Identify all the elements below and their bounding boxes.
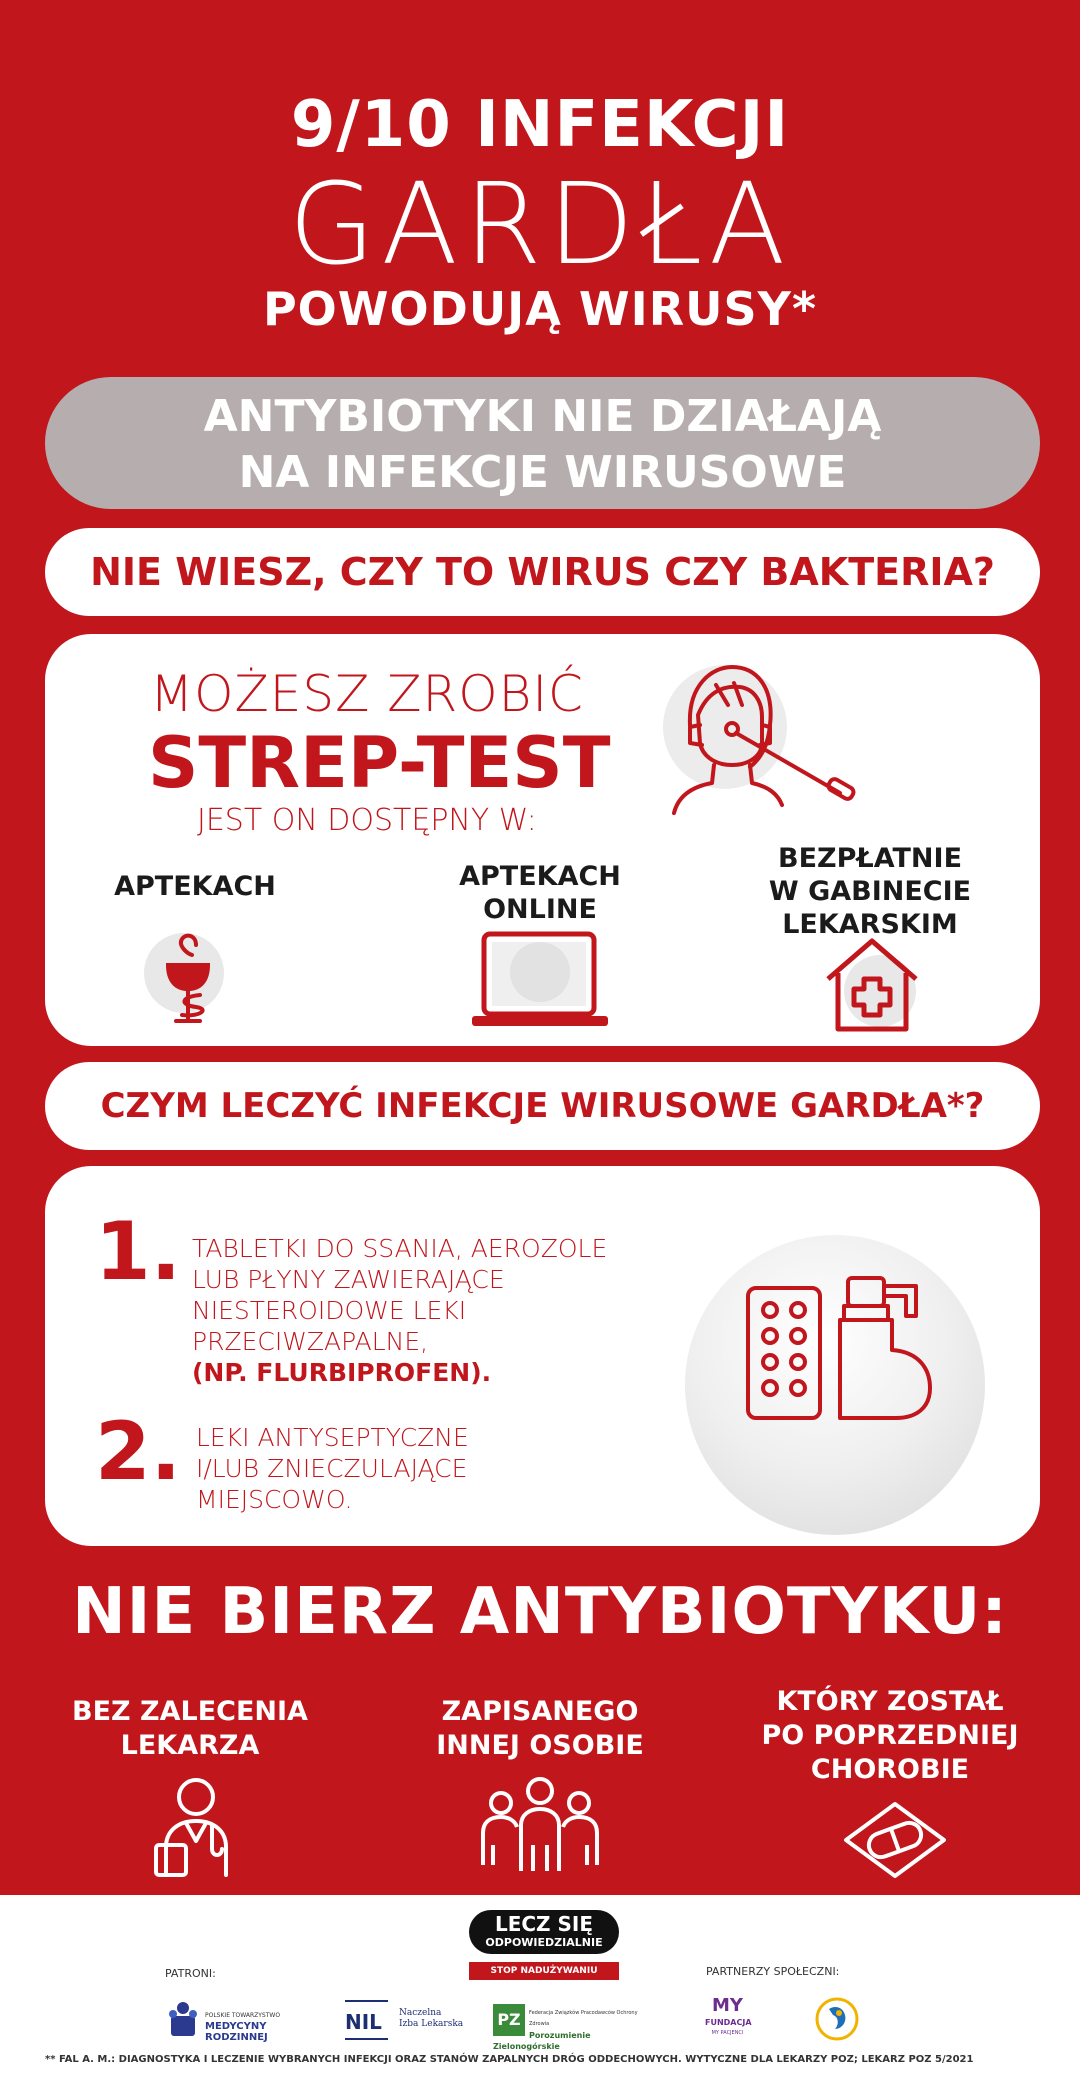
- treatment-1-line3: NIESTEROIDOWE LEKI: [192, 1296, 467, 1325]
- treatment-2-line3: MIEJSCOWO.: [196, 1485, 353, 1514]
- ptmr-logo: [165, 2000, 315, 2043]
- doctor-icon: [150, 1775, 240, 1880]
- option-pharmacy-label: APTEKACH: [114, 871, 276, 902]
- my-line1: FUNDACJA: [705, 2018, 752, 2027]
- pz-small: Federacja Związków Pracodawców Ochrony Zdrowia: [529, 2010, 638, 2027]
- treatment-number-1: 1.: [95, 1205, 182, 1298]
- option-clinic-label-1: BEZPŁATNIE: [777, 843, 963, 874]
- reason1-line1: BEZ ZALECENIA: [72, 1696, 308, 1727]
- reason-no-prescription: [40, 1695, 340, 1763]
- treatment-1-text: [192, 1233, 662, 1357]
- reason3-line2: PO POPRZEDNIEJ: [761, 1720, 1019, 1751]
- option-clinic: [755, 842, 985, 941]
- treatment-number-2: 2.: [95, 1405, 182, 1498]
- option-online-pharmacy: [430, 860, 650, 926]
- strep-availability: JEST ON DOSTĘPNY W:: [197, 803, 537, 838]
- strep-title: STREP-TEST: [148, 722, 611, 804]
- option-online-label-1: APTEKACH: [459, 861, 621, 892]
- pz-emblem-icon: PZ: [493, 2004, 525, 2036]
- question-virus-bacteria: [45, 528, 1040, 616]
- treatment-1-line4: PRZECIWZAPALNE,: [192, 1327, 429, 1356]
- reason-leftover: [725, 1685, 1055, 1787]
- my-line2: MY PACJENCI: [711, 2030, 744, 2036]
- partner-foundation-logo: [815, 1995, 860, 2045]
- campaign-logo: [469, 1910, 619, 1954]
- pharmacy-icon: [138, 925, 238, 1025]
- nil-short: NIL: [345, 2000, 388, 2040]
- reason3-line3: CHOROBIE: [810, 1754, 970, 1785]
- question-treatment: [45, 1062, 1040, 1150]
- treatment-2-line1: LEKI ANTYSEPTYCZNE: [196, 1423, 469, 1452]
- question2-text: CZYM LECZYĆ INFEKCJE WIRUSOWE GARDŁA*?: [100, 1086, 985, 1126]
- reason-other-person: [390, 1695, 690, 1763]
- reason2-line1: ZAPISANEGO: [441, 1696, 639, 1727]
- treatment-1-line2: LUB PŁYNY ZAWIERAJĄCE: [192, 1265, 505, 1294]
- ptmr-name: MEDYCYNY RODZINNEJ: [205, 2021, 268, 2043]
- pill-icon: [840, 1800, 950, 1880]
- clinic-icon: [820, 935, 930, 1035]
- medicine-icon: [740, 1270, 940, 1430]
- campaign-logo-line2: ODPOWIEDZIALNIE: [485, 1936, 603, 1949]
- campaign-logo-line1: LECZ SIĘ: [494, 1912, 594, 1936]
- dont-take-title: NIE BIERZ ANTYBIOTYKU:: [72, 1575, 1008, 1649]
- headline-line2: GARDŁA: [288, 160, 792, 290]
- campaign-slogan: STOP NADUŻYWANIU ANTYBIOTYKÓW: [469, 1962, 619, 1980]
- footnote: ** FAL A. M.: DIAGNOSTYKA I LECZENIE WYBRANYCH INFEKCJI ORAZ STANÓW ZAPALNYCH DRÓG ODDECHOWYCH. WYTYCZNE DLA LEKARZY POZ; LEKARZ POZ 5/2021: [45, 2054, 974, 2065]
- banner-text: [45, 377, 1040, 501]
- my-short: MY: [712, 1995, 743, 2016]
- reason3-line1: KTÓRY ZOSTAŁ: [776, 1686, 1004, 1717]
- headline-line1: 9/10 INFEKCJI: [290, 88, 790, 162]
- headline-line3: POWODUJĄ WIRUSY*: [262, 282, 818, 336]
- ptmr-emblem-icon: [165, 2000, 201, 2038]
- treatment-2-line2: I/LUB ZNIECZULAJĄCE: [196, 1454, 468, 1483]
- patrons-label: PATRONI:: [165, 1967, 216, 1980]
- question1-text: NIE WIESZ, CZY TO WIRUS CZY BAKTERIA?: [90, 550, 995, 594]
- option-online-label-2: ONLINE: [483, 894, 597, 925]
- antibiotics-banner: [45, 377, 1040, 509]
- treatment-2-text: [196, 1422, 536, 1515]
- nil-line2: Izba Lekarska: [399, 2019, 464, 2029]
- reason2-line2: INNEJ OSOBIE: [436, 1730, 644, 1761]
- laptop-icon: [470, 930, 610, 1030]
- option-pharmacy: [95, 870, 295, 903]
- ptmr-small: POLSKIE TOWARZYSTWO: [205, 2012, 281, 2019]
- throat-swab-icon: [650, 655, 860, 815]
- nil-line1: Naczelna: [399, 2008, 442, 2018]
- my-pacjenci-logo: [705, 1995, 750, 2045]
- option-clinic-label-2: W GABINECIE: [768, 876, 972, 907]
- strep-line1: MOŻESZ ZROBIĆ: [150, 665, 584, 723]
- partners-label: PARTNERZY SPOŁECZNI:: [706, 1965, 840, 1978]
- treatment-1-example: (NP. FLURBIPROFEN).: [192, 1358, 492, 1387]
- pz-name: Porozumienie Zielonogórskie: [493, 2031, 591, 2051]
- people-icon: [475, 1775, 605, 1875]
- banner-line2: NA INFEKCJE WIRUSOWE: [238, 447, 847, 498]
- reason1-line2: LEKARZA: [120, 1730, 260, 1761]
- pz-logo: [493, 2000, 658, 2051]
- treatment-1-line1: TABLETKI DO SSANIA, AEROZOLE: [192, 1234, 608, 1263]
- banner-line1: ANTYBIOTYKI NIE DZIAŁAJĄ: [203, 391, 882, 442]
- nil-logo: [345, 2000, 465, 2040]
- option-clinic-label-3: LEKARSKIM: [782, 909, 958, 940]
